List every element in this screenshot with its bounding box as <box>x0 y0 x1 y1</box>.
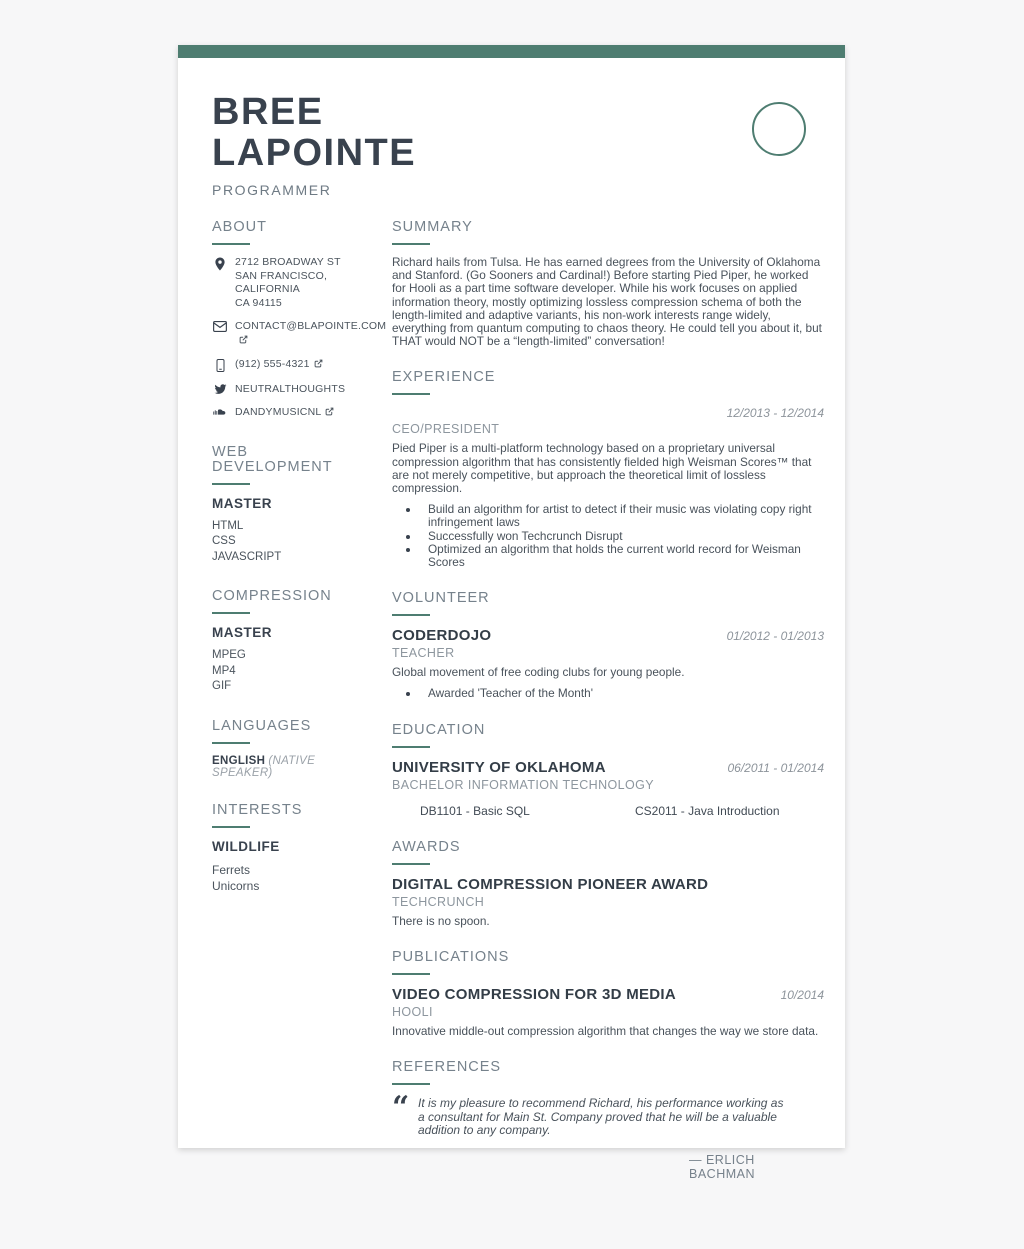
address-line-1: 2712 BROADWAY ST <box>235 256 341 268</box>
entry-degree: BACHELOR INFORMATION TECHNOLOGY <box>392 777 654 792</box>
reference-quote <box>392 1090 824 1138</box>
phone-text <box>235 358 323 373</box>
award-entry <box>392 876 824 928</box>
language-name: ENGLISH <box>212 754 266 767</box>
languages-section <box>212 719 370 779</box>
experience-heading: EXPERIENCE <box>392 369 496 386</box>
address-line-3: CA 94115 <box>235 296 282 309</box>
publication-entry <box>392 986 824 1038</box>
address-text <box>235 256 370 310</box>
entry-publisher: HOOLI <box>392 1004 433 1019</box>
entry-description: There is no spoon. <box>392 913 490 928</box>
entry-title: UNIVERSITY OF OKLAHOMA <box>392 758 606 776</box>
main-column <box>392 220 824 1203</box>
bullet-item: Optimized an algorithm that holds the current world record for Weisman Scores <box>392 543 824 569</box>
skill-level: MASTER <box>212 495 272 511</box>
interests-section <box>212 803 370 894</box>
skill-section-web-development <box>212 445 370 566</box>
resume-page <box>178 45 845 1181</box>
address-line-2: SAN FRANCISCO, CALIFORNIA <box>235 269 328 295</box>
summary-section <box>392 220 824 348</box>
skill-heading: WEB DEVELOPMENT <box>212 443 333 475</box>
summary-text: Richard hails from Tulsa. He has earned degrees from the University of Oklahoma and Stanford. (Go Sooners and Cardinal!) Before starting Pied Piper, he worked for Hooli as a part time software developer. While his work focuses on applied information theory, mostly optimizing lossless compression schema of both the length-limited and adaptive variants, his non-work interests range widely, everything from quantum computing to chaos theory. He could tell you about it, but THAT would NOT be a “length-limited” conversation! <box>392 255 822 349</box>
external-link-icon <box>239 335 248 349</box>
entry-description: Pied Piper is a multi-platform technology based on a proprietary universal compression algorithm that has consistently fielded high Weisman Scores™ that are not merely competitive, but approach the theoretical limit of lossless compression. <box>392 441 812 496</box>
volunteer-section <box>392 591 824 700</box>
entry-title: VIDEO COMPRESSION FOR 3D MEDIA <box>392 985 677 1003</box>
external-link-icon <box>314 359 323 373</box>
soundcloud-value: DANDYMUSICNL <box>235 406 322 418</box>
sidebar-column <box>212 219 387 1203</box>
skill-level: MASTER <box>212 625 272 640</box>
about-heading: ABOUT <box>212 219 267 235</box>
email-value: CONTACT@BLAPOINTE.COM <box>235 320 387 332</box>
first-name: BREE <box>212 91 324 133</box>
section-underline <box>212 826 250 828</box>
address-row <box>212 256 370 310</box>
skill-item: JAVASCRIPT <box>212 550 282 563</box>
section-underline <box>212 483 250 485</box>
email-text <box>235 320 386 348</box>
entry-date: 10/2014 <box>780 987 824 1002</box>
entry-title: DIGITAL COMPRESSION PIONEER AWARD <box>392 875 709 893</box>
skill-item: CSS <box>212 535 236 547</box>
person-name <box>212 92 811 174</box>
twitter-row <box>212 383 370 397</box>
twitter-icon <box>212 383 228 395</box>
bullet-item: Successfully won Techcrunch Disrupt <box>392 530 824 543</box>
entry-date: 06/2011 - 01/2014 <box>727 760 824 775</box>
about-section <box>212 219 387 421</box>
quote-attribution: — ERLICH BACHMAN <box>689 1152 756 1181</box>
quote-icon: “ <box>392 1090 410 1126</box>
phone-value: (912) 555-4321 <box>235 358 310 370</box>
section-underline <box>392 614 430 616</box>
quote-text: It is my pleasure to recommend Richard, his performance working as a consultant for Main St. Company proved that he will be a valuable addition to any company. <box>418 1096 784 1138</box>
soundcloud-text <box>235 406 334 421</box>
entry-date: 12/2013 - 12/2014 <box>726 406 824 421</box>
experience-entry <box>392 406 824 569</box>
section-underline <box>392 746 430 748</box>
section-underline <box>392 863 430 865</box>
publications-heading: PUBLICATIONS <box>392 948 510 965</box>
awards-section <box>392 840 824 928</box>
email-icon <box>212 320 228 332</box>
education-section <box>392 723 824 818</box>
summary-heading: SUMMARY <box>392 219 473 235</box>
entry-date: 01/2012 - 01/2013 <box>726 629 824 644</box>
language-row <box>212 755 370 779</box>
section-underline <box>212 612 250 614</box>
job-title: PROGRAMMER <box>212 182 332 198</box>
section-underline <box>392 243 430 245</box>
phone-row[interactable] <box>212 358 370 373</box>
publications-section <box>392 950 824 1038</box>
experience-section <box>392 370 824 569</box>
skill-item: GIF <box>212 680 232 692</box>
email-row[interactable] <box>212 320 387 348</box>
interest-item: Unicorns <box>212 878 260 893</box>
entry-bullet-list <box>392 503 824 569</box>
awards-heading: AWARDS <box>392 838 461 855</box>
bullet-item: Build an algorithm for artist to detect if their music was violating copy right infringement laws <box>392 503 824 529</box>
skill-item: MPEG <box>212 649 246 661</box>
accent-top-bar <box>178 45 845 58</box>
skill-item: HTML <box>212 519 244 532</box>
course-item: DB1101 - Basic SQL <box>420 803 530 818</box>
section-underline <box>212 742 250 744</box>
phone-icon <box>212 358 228 372</box>
soundcloud-icon <box>212 406 228 416</box>
avatar-placeholder <box>752 102 806 156</box>
entry-title: CODERDOJO <box>392 627 492 645</box>
bullet-item: Awarded 'Teacher of the Month' <box>392 687 824 700</box>
interest-item: Ferrets <box>212 862 251 877</box>
skill-section-compression <box>212 589 370 695</box>
volunteer-heading: VOLUNTEER <box>392 590 490 607</box>
twitter-handle: NEUTRALTHOUGHTS <box>235 382 346 395</box>
last-name: LAPOINTE <box>212 132 417 174</box>
interest-category: WILDLIFE <box>212 838 280 854</box>
interests-heading: INTERESTS <box>212 801 303 818</box>
section-underline <box>392 973 430 975</box>
entry-issuer: TECHCRUNCH <box>392 894 485 909</box>
entry-role: CEO/PRESIDENT <box>392 422 500 437</box>
entry-description: Innovative middle-out compression algorithm that changes the way we store data. <box>392 1023 819 1038</box>
course-item: CS2011 - Java Introduction <box>635 803 780 818</box>
references-section <box>392 1060 824 1181</box>
entry-description: Global movement of free coding clubs for young people. <box>392 665 685 680</box>
section-underline <box>392 393 430 395</box>
section-underline <box>392 1083 430 1085</box>
references-heading: REFERENCES <box>392 1059 502 1076</box>
skill-item: MP4 <box>212 664 236 677</box>
soundcloud-row[interactable] <box>212 406 370 421</box>
location-icon <box>212 256 228 271</box>
entry-bullet-list <box>392 687 824 700</box>
section-underline <box>212 243 250 245</box>
course-list <box>392 804 824 818</box>
resume-header <box>178 58 845 198</box>
content-columns <box>178 198 845 1203</box>
languages-heading: LANGUAGES <box>212 717 312 734</box>
volunteer-entry <box>392 627 824 700</box>
skill-heading: COMPRESSION <box>212 588 332 604</box>
education-heading: EDUCATION <box>392 721 486 738</box>
language-proficiency: (NATIVE SPEAKER) <box>212 754 316 779</box>
entry-role: TEACHER <box>392 646 455 661</box>
education-entry <box>392 759 824 818</box>
external-link-icon <box>325 407 334 421</box>
